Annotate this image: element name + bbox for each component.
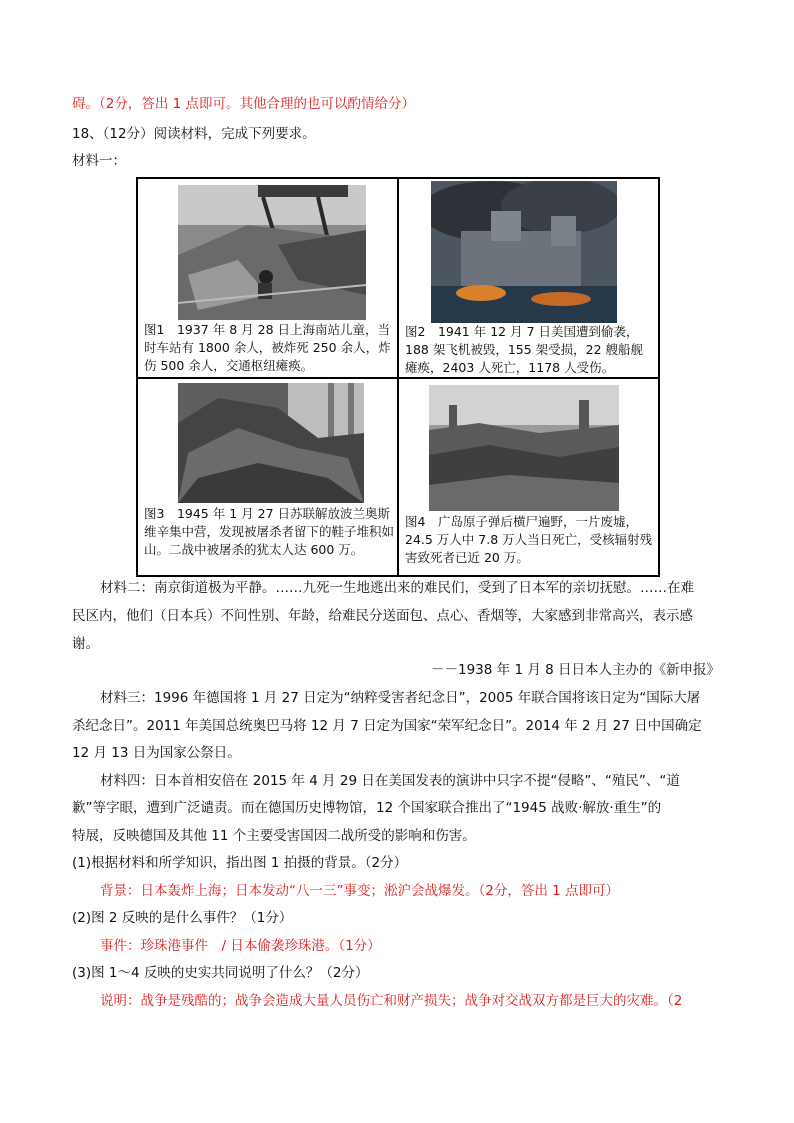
question-header: 18、（12分）阅读材料，完成下列要求。	[72, 126, 316, 142]
figure-caption-3: 图3 1945 年 1 月 27 日苏联解放波兰奥斯维辛集中营，发现被屠杀者留下的鞋子堆积如山。二战中被屠杀的犹太人达 600 万。	[144, 506, 395, 557]
figure-caption-1: 图1 1937 年 8 月 28 日上海南站儿童，当时车站有 1800 余人，被炸死 250 余人，炸伤 500 余人，交通枢纽瘫痪。	[144, 322, 391, 373]
material3-line1: 材料三：1996 年德国将 1 月 27 日定为“纳粹受害者纪念日”，2005 年联合国将该日定为“国际大屠	[100, 690, 701, 706]
photo-shanghai-station	[178, 185, 366, 320]
material2-line3: 谢。	[72, 636, 99, 652]
photo-auschwitz-shoes-image	[178, 383, 364, 503]
material2-line2: 民区内，他们（日本兵）不问性别、年龄，给难民分送面包、点心、香烟等，大家感到非常高兴，表示感	[72, 608, 693, 624]
material3-line3: 12 月 13 日为国家公祭日。	[72, 745, 241, 761]
question-1: (1)根据材料和所学知识，指出图 1 拍摄的背景。（2分）	[72, 855, 408, 871]
material3-line2: 杀纪念日”。2011 年美国总统奥巴马将 12 月 7 日定为国家“荣军纪念日”。2014 年 2 月 27 日中国确定	[72, 718, 702, 734]
question-2: (2)图 2 反映的是什么事件？（1分）	[72, 910, 293, 926]
figure-cell-3	[137, 378, 398, 576]
material2-source: －－1938 年 1 月 8 日日本人主办的《新申报》	[431, 662, 720, 678]
figure-caption-4: 图4 广岛原子弹后横尸遍野，一片废墟，24.5 万人中 7.8 万人当日死亡，受核辐射残害致死者已近 20 万。	[405, 514, 653, 565]
question-3: (3)图 1～4 反映的史实共同说明了什么？（2分）	[72, 965, 369, 981]
photo-pearl-harbor-image	[431, 181, 617, 323]
material1-label: 材料一：	[72, 153, 126, 169]
figure-caption-2: 图2 1941 年 12 月 7 日美国遭到偷袭，188 架飞机被毁，155 架受损，22 艘船舰瘫痪，2403 人死亡，1178 人受伤。	[405, 324, 644, 375]
previous-answer-tail: 碍。（2分，答出 1 点即可。其他合理的也可以酌情给分）	[72, 96, 416, 112]
photo-hiroshima-ruins	[429, 385, 619, 511]
figure-cell-1	[137, 178, 398, 378]
answer-1: 背景：日本轰炸上海；日本发动“八一三”事变；淞沪会战爆发。（2分，答出 1 点即可）	[100, 883, 619, 899]
figure-cell-4	[398, 378, 659, 576]
material2-line1: 材料二：南京街道极为平静。……九死一生地逃出来的难民们，受到了日本军的亲切抚慰。……在难	[100, 580, 694, 596]
answer-2: 事件：珍珠港事件 / 日本偷袭珍珠港。（1分）	[100, 938, 381, 954]
answer-3: 说明：战争是残酷的；战争会造成大量人员伤亡和财产损失；战争对交战双方都是巨大的灾难。（2	[100, 993, 683, 1009]
photo-auschwitz-shoes	[178, 383, 364, 503]
photo-hiroshima-ruins-image	[429, 385, 619, 511]
photo-shanghai-station-image	[178, 185, 366, 320]
photo-pearl-harbor	[431, 181, 617, 323]
material4-line3: 特展，反映德国及其他 11 个主要受害国因二战所受的影响和伤害。	[72, 828, 476, 844]
figure-table	[136, 177, 660, 577]
material4-line2: 歉”等字眼，遭到广泛谴责。而在德国历史博物馆，12 个国家联合推出了“1945 战败·解放·重生”的	[72, 800, 662, 816]
material4-line1: 材料四：日本首相安倍在 2015 年 4 月 29 日在美国发表的演讲中只字不提“侵略”、“殖民”、“道	[100, 773, 680, 789]
figure-cell-2	[398, 178, 659, 378]
